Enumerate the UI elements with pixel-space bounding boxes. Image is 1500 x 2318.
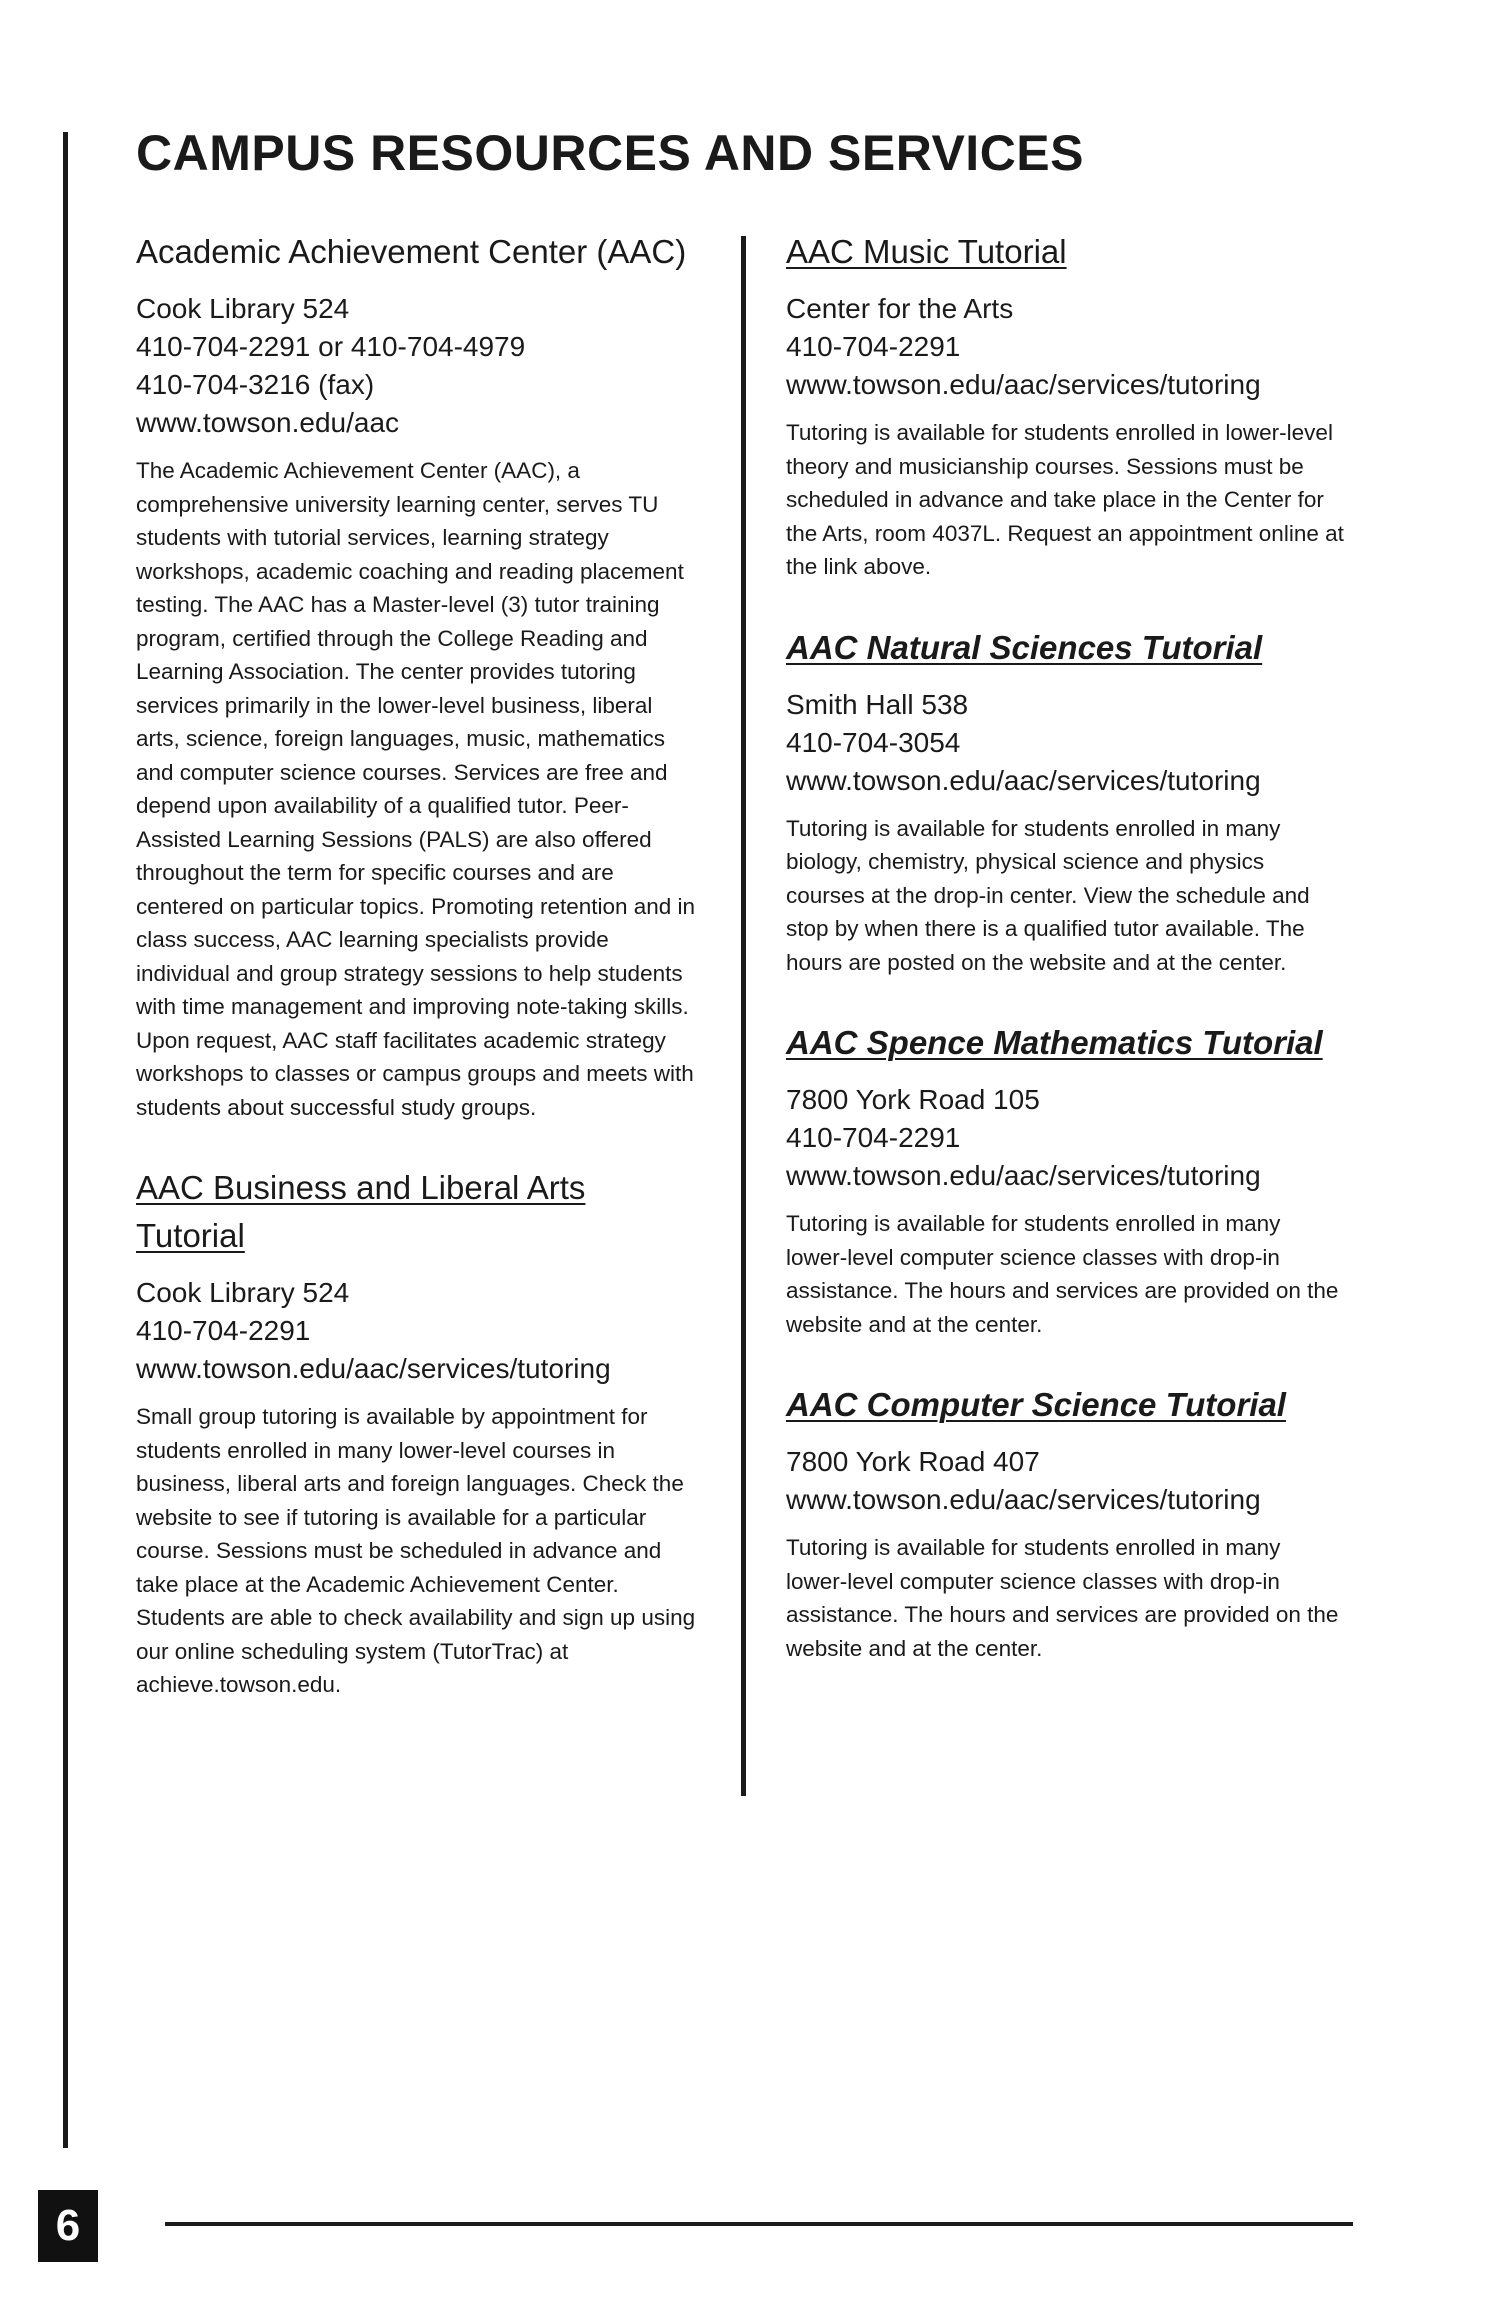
section-heading: AAC Natural Sciences Tutorial — [786, 628, 1263, 666]
contact-block — [786, 290, 1346, 404]
section-heading: Academic Achievement Center (AAC) — [136, 233, 687, 270]
website-link[interactable]: www.towson.edu/aac/services/tutoring — [786, 1484, 1261, 1515]
section-heading: AAC Music Tutorial — [786, 233, 1067, 270]
section-music-tutorial — [786, 228, 1346, 584]
website-link[interactable]: www.towson.edu/aac/services/tutoring — [786, 1160, 1261, 1191]
location: Cook Library 524 — [136, 1277, 350, 1308]
section-body: Tutoring is available for students enrolled in many lower-level computer science classes with drop-in assistance. The hours and services are provided on the website and at the center. — [786, 1211, 1339, 1337]
contact-block — [136, 1274, 696, 1388]
page-number: 6 — [38, 2190, 98, 2262]
website-link[interactable]: www.towson.edu/aac/services/tutoring — [136, 1353, 611, 1384]
section-computer-science-tutorial — [786, 1381, 1346, 1665]
location: Cook Library 524 — [136, 293, 350, 324]
contact-block — [136, 290, 696, 442]
website-link[interactable]: www.towson.edu/aac — [136, 407, 400, 438]
section-natural-sciences-tutorial — [786, 624, 1346, 980]
left-column — [136, 228, 696, 1742]
footer-rule — [165, 2222, 1353, 2226]
phone: 410-704-2291 — [786, 1122, 961, 1153]
location: Smith Hall 538 — [786, 688, 969, 720]
section-heading: AAC Business and Liberal Arts Tutorial — [136, 1169, 586, 1254]
section-body: Tutoring is available for students enrolled in lower-level theory and musicianship courses. Sessions must be scheduled in advance and take place in the Center for the Arts, room 4037L. Request an appointment online at the link above. — [786, 420, 1344, 579]
section-spence-mathematics-tutorial — [786, 1019, 1346, 1341]
section-academic-achievement-center — [136, 228, 696, 1124]
contact-block — [786, 1443, 1346, 1519]
phone: 410-704-3054 — [786, 726, 961, 758]
phone: 410-704-2291 — [786, 331, 961, 362]
section-body: The Academic Achievement Center (AAC), a comprehensive university learning center, serves TU students with tutorial services, learning strategy workshops, academic coaching and reading placement testing. The AAC has a Master-level (3) tutor training program, certified through the College Reading and Learning Association. The center provides tutoring services primarily in the lower-level business, liberal arts, science, foreign languages, music, mathematics and computer science courses. Services are free and depend upon availability of a qualified tutor. Peer-Assisted Learning Sessions (PALS) are also offered throughout the term for specific courses and are centered on particular topics. Promoting retention and in class success, AAC learning specialists provide individual and group strategy sessions to help students with time management and improving note-taking skills. Upon request, AAC staff facilitates academic strategy workshops to classes or campus groups and meets with students about successful study groups. — [136, 458, 696, 1120]
right-column — [786, 228, 1346, 1705]
page-title: CAMPUS RESOURCES AND SERVICES — [136, 125, 1084, 181]
section-body: Tutoring is available for students enrolled in many biology, chemistry, physical science and physics courses at the drop-in center. View the schedule and stop by when there is a qualified tutor available. The hours are posted on the website and at the center. — [786, 815, 1310, 975]
section-business-liberal-arts-tutorial — [136, 1164, 696, 1702]
website-link[interactable]: www.towson.edu/aac/services/tutoring — [786, 369, 1261, 400]
contact-block — [786, 1081, 1346, 1195]
website-link[interactable]: www.towson.edu/aac/services/tutoring — [786, 764, 1261, 796]
section-heading: AAC Computer Science Tutorial — [786, 1386, 1286, 1423]
location: 7800 York Road 105 — [786, 1084, 1040, 1115]
left-margin-rule — [63, 132, 68, 2148]
location: 7800 York Road 407 — [786, 1446, 1040, 1477]
location: Center for the Arts — [786, 293, 1014, 324]
section-heading: AAC Spence Mathematics Tutorial — [786, 1024, 1323, 1061]
phone: 410-704-2291 or 410-704-4979 — [136, 331, 526, 362]
fax: 410-704-3216 (fax) — [136, 369, 375, 400]
section-body: Tutoring is available for students enrolled in many lower-level computer science classes with drop-in assistance. The hours and services are provided on the website and at the center. — [786, 1535, 1339, 1661]
contact-block — [786, 686, 1346, 800]
column-divider-rule — [741, 236, 746, 1796]
section-body: Small group tutoring is available by appointment for students enrolled in many lower-level courses in business, liberal arts and foreign languages. Check the website to see if tutoring is available for a particular course. Sessions must be scheduled in advance and take place at the Academic Achievement Center. Students are able to check availability and sign up using our online scheduling system (TutorTrac) at achieve.towson.edu. — [136, 1404, 696, 1697]
phone: 410-704-2291 — [136, 1315, 311, 1346]
